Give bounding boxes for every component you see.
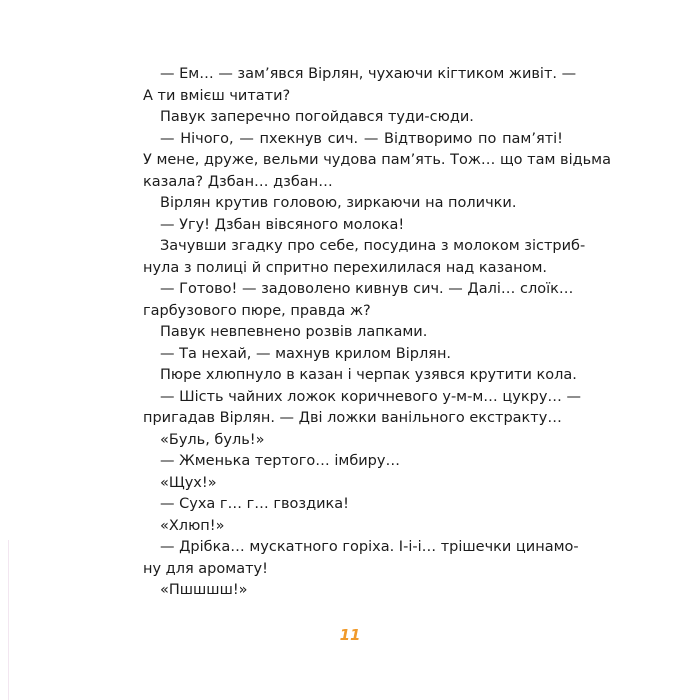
text-line: «Щух!» (160, 474, 217, 491)
page-number: 11 (339, 626, 361, 644)
paragraph (143, 107, 563, 129)
paragraph (143, 451, 563, 473)
text-line: «Пшшшш!» (160, 582, 248, 598)
text-line: Зачувши згадку про себе, посудина з молоком зістриб- (160, 238, 586, 254)
text-line: — Шість чайних ложок коричневого у-м-м… цукру… — (160, 388, 582, 405)
page-edge-line (8, 540, 9, 700)
text-line: — Жменька тертого… імбиру… (160, 453, 400, 469)
text-line: А ти вмієш читати? (143, 87, 291, 104)
text-line: У мене, друже, вельми чудова пам’ять. Тож… що там відьма (143, 152, 612, 168)
paragraph (143, 64, 577, 107)
text-line: — Суха г… г… гвоздика! (160, 496, 349, 512)
paragraph (143, 236, 586, 279)
paragraph (143, 279, 574, 322)
paragraph (143, 473, 563, 495)
text-line: — Нічого, — пхекнув сич. — Відтворимо по пам’яті! (160, 130, 563, 147)
paragraph (143, 537, 579, 580)
paragraph (143, 344, 563, 366)
text-line: пригадав Вірлян. — Дві ложки ванільного екстракту… (143, 410, 562, 426)
text-line: гарбузового пюре, правда ж? (143, 302, 371, 319)
text-line: «Хлюп!» (160, 517, 225, 534)
text-line: — Угу! Дзбан вівсяного молока! (160, 216, 405, 233)
text-line: — Ем… — зам’явся Вірлян, чухаючи кігтиком живіт. — (160, 66, 577, 82)
text-line: — Та нехай, — махнув крилом Вірлян. (160, 345, 452, 362)
text-line: Павук заперечно погойдався туди-сюди. (160, 109, 474, 125)
text-line: Вірлян крутив головою, зиркаючи на полички. (160, 195, 517, 211)
text-line: Павук невпевнено розвів лапками. (160, 324, 428, 340)
paragraph (143, 193, 563, 215)
paragraph (143, 215, 563, 237)
paragraph (143, 430, 563, 452)
text-line: Пюре хлюпнуло в казан і черпак узявся крутити кола. (160, 367, 577, 383)
text-line: нула з полиці й спритно перехилилася над казаном. (143, 259, 548, 276)
text-line: — Дрібка… мускатного горіха. І-і-і… трішечки цинамо- (160, 539, 579, 555)
paragraph (143, 129, 612, 194)
paragraph (143, 516, 563, 538)
text-line: казала? Дзбан… дзбан… (143, 173, 333, 190)
text-line: «Буль, буль!» (160, 431, 265, 448)
body-text (143, 64, 612, 602)
paragraph (143, 322, 563, 344)
paragraph (143, 494, 563, 516)
text-line: ну для аромату! (143, 560, 268, 577)
paragraph (143, 580, 563, 602)
paragraph (143, 387, 582, 430)
text-line: — Готово! — задоволено кивнув сич. — Далі… слоїк… (160, 281, 574, 297)
paragraph (143, 365, 577, 387)
